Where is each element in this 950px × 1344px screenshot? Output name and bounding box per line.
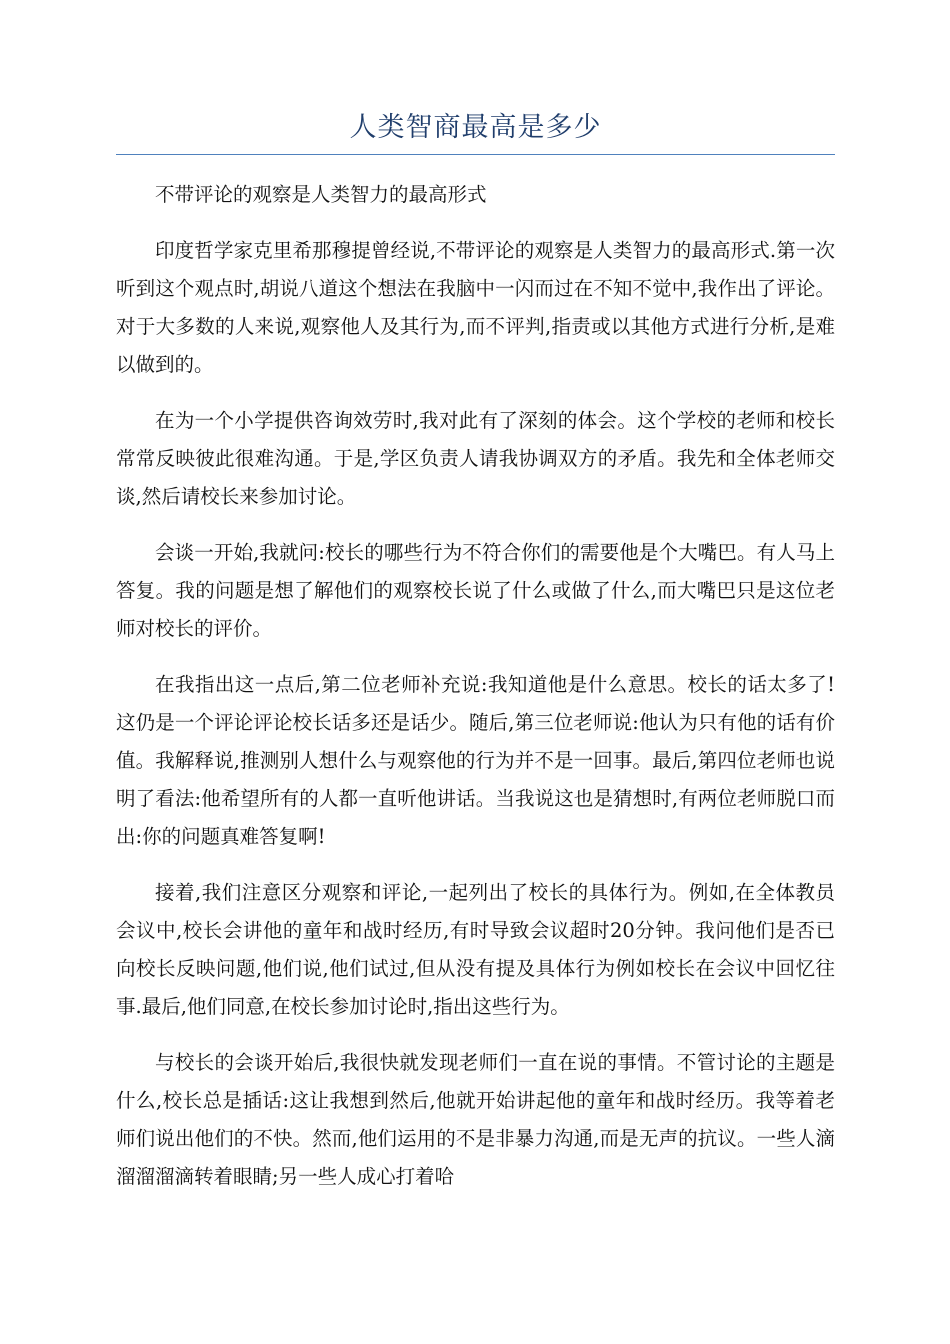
paragraph: 会谈一开始,我就问:校长的哪些行为不符合你们的需要他是个大嘴巴。有人马上答复。我的问题是想了解他们的观察校长说了什么或做了什么,而大嘴巴只是这位老师对校长的评价。	[116, 541, 835, 640]
paragraph-subtitle: 不带评论的观察是人类智力的最高形式	[155, 183, 487, 206]
document-body	[116, 176, 835, 1214]
title-underline	[116, 154, 835, 155]
paragraph: 接着,我们注意区分观察和评论,一起列出了校长的具体行为。例如,在全体教员会议中,校长会讲他的童年和战时经历,有时导致会议超时20分钟。我问他们是否已向校长反映问题,他们说,他们试过,但从没有提及具体行为例如校长在会议中回忆往事.最后,他们同意,在校长参加讨论时,指出这些行为。	[116, 881, 835, 1018]
document-title: 人类智商最高是多少	[349, 112, 602, 143]
paragraph: 印度哲学家克里希那穆提曾经说,不带评论的观察是人类智力的最高形式.第一次听到这个观点时,胡说八道这个想法在我脑中一闪而过在不知不觉中,我作出了评论。对于大多数的人来说,观察他人及其行为,而不评判,指责或以其他方式进行分析,是难以做到的。	[116, 239, 835, 376]
paragraph: 与校长的会谈开始后,我很快就发现老师们一直在说的事情。不管讨论的主题是什么,校长总是插话:这让我想到然后,他就开始讲起他的童年和战时经历。我等着老师们说出他们的不快。然而,他们运用的不是非暴力沟通,而是无声的抗议。一些人滴溜溜溜滴转着眼睛;另一些人成心打着哈	[116, 1051, 835, 1188]
paragraph: 在我指出这一点后,第二位老师补充说:我知道他是什么意思。校长的话太多了!这仍是一个评论评论校长话多还是话少。随后,第三位老师说:他认为只有他的话有价值。我解释说,推测别人想什么与观察他的行为并不是一回事。最后,第四位老师也说明了看法:他希望所有的人都一直听他讲话。当我说这也是猜想时,有两位老师脱口而出:你的问题真难答复啊!	[116, 673, 835, 848]
paragraph: 在为一个小学提供咨询效劳时,我对此有了深刻的体会。这个学校的老师和校长常常反映彼此很难沟通。于是,学区负责人请我协调双方的矛盾。我先和全体老师交谈,然后请校长来参加讨论。	[116, 409, 835, 508]
